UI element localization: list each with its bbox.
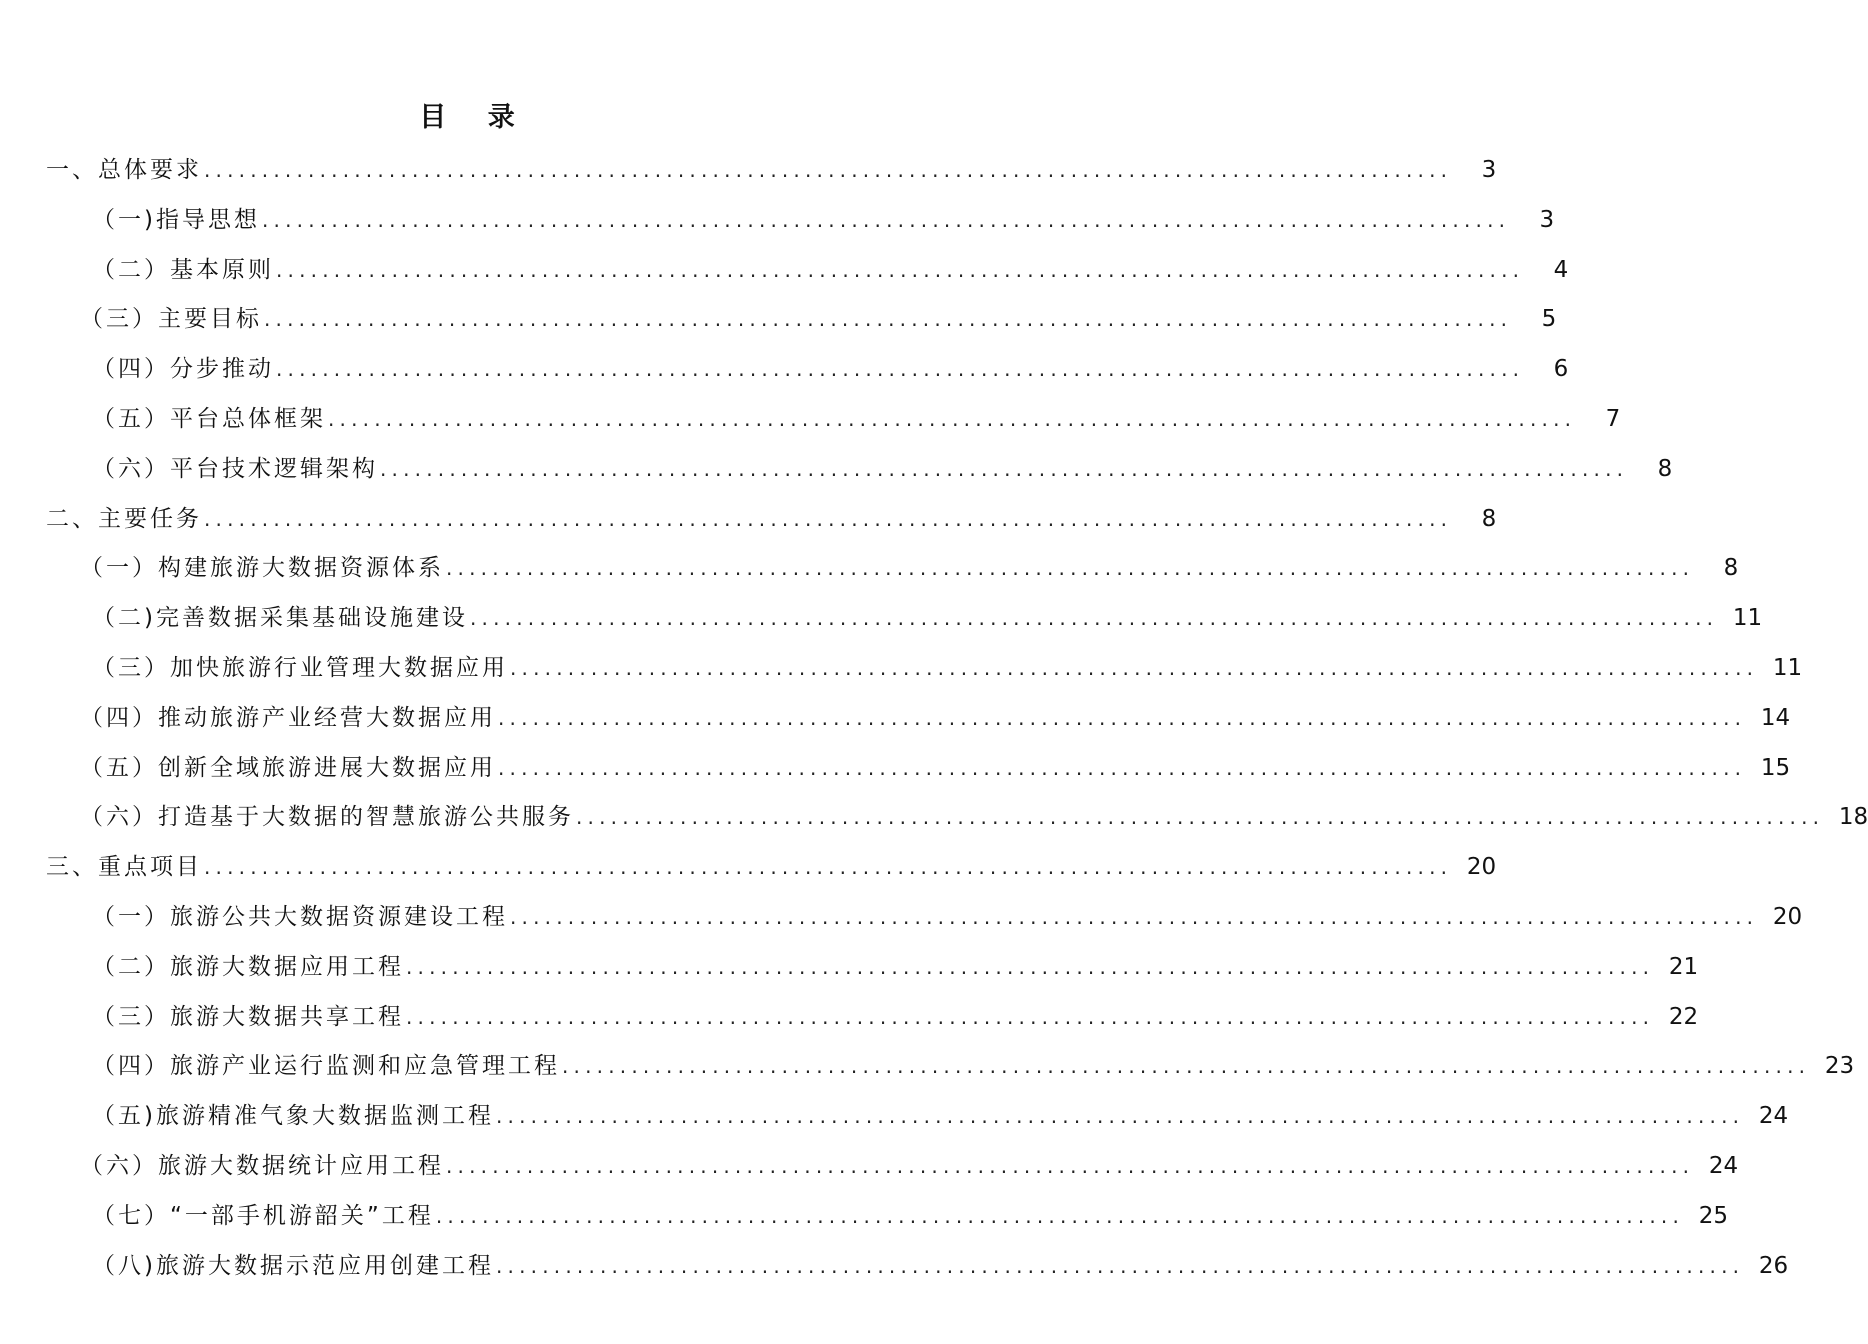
toc-page-number: 11 — [1772, 654, 1803, 681]
toc-entry-label: （一）旅游公共大数据资源建设工程 — [92, 903, 508, 930]
toc-leader-dots: ............................................................................................................ — [446, 556, 1695, 581]
toc-leader-dots: ............................................................................................................ — [264, 307, 1513, 332]
toc-entry-label: （四）推动旅游产业经营大数据应用 — [80, 704, 496, 731]
toc-page-number: 15 — [1760, 754, 1791, 781]
toc-leader-dots: ............................................................................................................ — [204, 855, 1453, 880]
toc-title: 目 录 — [419, 102, 531, 133]
toc-entry-label: （五)旅游精准气象大数据监测工程 — [92, 1103, 494, 1130]
toc-entry[interactable] — [0, 1092, 1789, 1142]
toc-leader-dots: ............................................................................................................ — [510, 904, 1759, 929]
toc-page-number: 26 — [1758, 1252, 1789, 1279]
toc-entry-label: （六）平台技术逻辑架构 — [92, 455, 378, 482]
toc-leader-dots: ............................................................................................................ — [204, 158, 1453, 182]
toc-leader-dots: ............................................................................................................ — [446, 1153, 1695, 1178]
toc-page-number: 24 — [1708, 1152, 1739, 1179]
toc-page-number: 22 — [1668, 1003, 1699, 1030]
toc-entry-label: （四）旅游产业运行监测和应急管理工程 — [92, 1053, 560, 1080]
toc-entry[interactable] — [0, 1242, 1789, 1292]
toc-page-number: 21 — [1668, 953, 1699, 980]
toc-page-number: 4 — [1553, 256, 1569, 283]
toc-leader-dots: ............................................................................................................ — [380, 456, 1629, 481]
toc-page-number: 8 — [1481, 505, 1497, 532]
toc-entry-label: （六）旅游大数据统计应用工程 — [80, 1152, 444, 1179]
toc-leader-dots: ............................................................................................................ — [498, 755, 1747, 780]
toc-entry[interactable] — [0, 495, 1497, 545]
toc-entry-label: （五）创新全域旅游进展大数据应用 — [80, 754, 496, 781]
toc-page-number: 18 — [1838, 804, 1868, 831]
toc-entry[interactable] — [0, 793, 1868, 843]
toc-leader-dots: ............................................................................................................ — [406, 1004, 1655, 1029]
toc-entry-label: 三、重点项目 — [46, 854, 202, 881]
toc-entry[interactable] — [0, 694, 1791, 744]
toc-leader-dots: ............................................................................................................ — [204, 506, 1453, 531]
toc-page-number: 5 — [1541, 306, 1557, 333]
toc-entry[interactable] — [0, 196, 1555, 246]
toc-page-number: 6 — [1553, 356, 1569, 383]
toc-leader-dots: ............................................................................................................ — [576, 805, 1825, 830]
toc-page-number: 20 — [1772, 903, 1803, 930]
toc-page-number: 25 — [1698, 1202, 1729, 1229]
toc-leader-dots: ............................................................................................................ — [498, 705, 1747, 730]
toc-entry-label: （二）基本原则 — [92, 256, 274, 283]
toc-entry[interactable] — [0, 644, 1803, 694]
toc-entry[interactable] — [0, 395, 1621, 445]
toc-page-number: 23 — [1824, 1053, 1855, 1080]
toc-entry-label: （二）旅游大数据应用工程 — [92, 953, 404, 980]
toc-entry-label: （五）平台总体框架 — [92, 405, 326, 432]
toc-entry-label: （八)旅游大数据示范应用创建工程 — [92, 1252, 494, 1279]
toc-leader-dots: ............................................................................................................ — [510, 655, 1759, 680]
toc-leader-dots: ............................................................................................................ — [328, 406, 1577, 431]
toc-page-number: 11 — [1732, 605, 1763, 632]
toc-entry-label: 二、主要任务 — [46, 505, 202, 532]
toc-entry-label: （一)指导思想 — [92, 206, 260, 233]
toc-entry-label: （二)完善数据采集基础设施建设 — [92, 605, 468, 632]
toc-leader-dots: ............................................................................................................ — [562, 1054, 1811, 1079]
toc-leader-dots: ............................................................................................................ — [261, 207, 1511, 232]
toc-entry[interactable] — [0, 1192, 1729, 1242]
toc-entry[interactable] — [0, 295, 1557, 345]
toc-entry-label: （四）分步推动 — [92, 356, 274, 383]
toc-page-number: 14 — [1760, 704, 1791, 731]
toc-entry-label: （一）构建旅游大数据资源体系 — [80, 555, 444, 582]
toc-entry[interactable] — [0, 893, 1803, 943]
toc-entry[interactable] — [0, 1142, 1739, 1192]
toc-entry-label: （三）主要目标 — [80, 306, 262, 333]
toc-entry[interactable] — [0, 744, 1791, 794]
toc-page-number: 20 — [1466, 854, 1497, 881]
toc-entry[interactable] — [0, 345, 1569, 395]
toc-entry[interactable] — [0, 246, 1569, 296]
toc-entry-label: 一、总体要求 — [46, 157, 202, 183]
toc-leader-dots: ............................................................................................................ — [435, 1203, 1685, 1228]
toc-page-number: 8 — [1723, 555, 1739, 582]
toc-entry[interactable] — [0, 1042, 1855, 1092]
toc-entry[interactable] — [0, 993, 1699, 1043]
toc-entry[interactable] — [0, 943, 1699, 993]
toc-page-number: 7 — [1605, 405, 1621, 432]
toc-entry-label: （三）旅游大数据共享工程 — [92, 1003, 404, 1030]
toc-entry-label: （七）“一部手机游韶关”工程 — [92, 1202, 434, 1229]
toc-page-number: 3 — [1539, 206, 1555, 233]
toc-leader-dots: ............................................................................................................ — [495, 1253, 1745, 1278]
toc-page-number: 24 — [1758, 1103, 1789, 1130]
toc-entry[interactable] — [0, 445, 1673, 495]
toc-page-number: 3 — [1481, 157, 1497, 183]
toc-entry-label: （三）加快旅游行业管理大数据应用 — [92, 654, 508, 681]
toc-leader-dots: ............................................................................................................ — [495, 1104, 1745, 1129]
toc-leader-dots: ............................................................................................................ — [276, 357, 1525, 382]
toc-entry[interactable] — [0, 843, 1497, 893]
toc-entry[interactable] — [0, 594, 1763, 644]
toc-leader-dots: ............................................................................................................ — [469, 606, 1719, 631]
toc-entry[interactable] — [0, 146, 1497, 196]
toc-list — [0, 146, 1868, 1291]
toc-page-number: 8 — [1657, 455, 1673, 482]
toc-leader-dots: ............................................................................................................ — [276, 257, 1525, 282]
toc-entry-label: （六）打造基于大数据的智慧旅游公共服务 — [80, 804, 574, 831]
toc-leader-dots: ............................................................................................................ — [406, 954, 1655, 979]
toc-entry[interactable] — [0, 544, 1739, 594]
